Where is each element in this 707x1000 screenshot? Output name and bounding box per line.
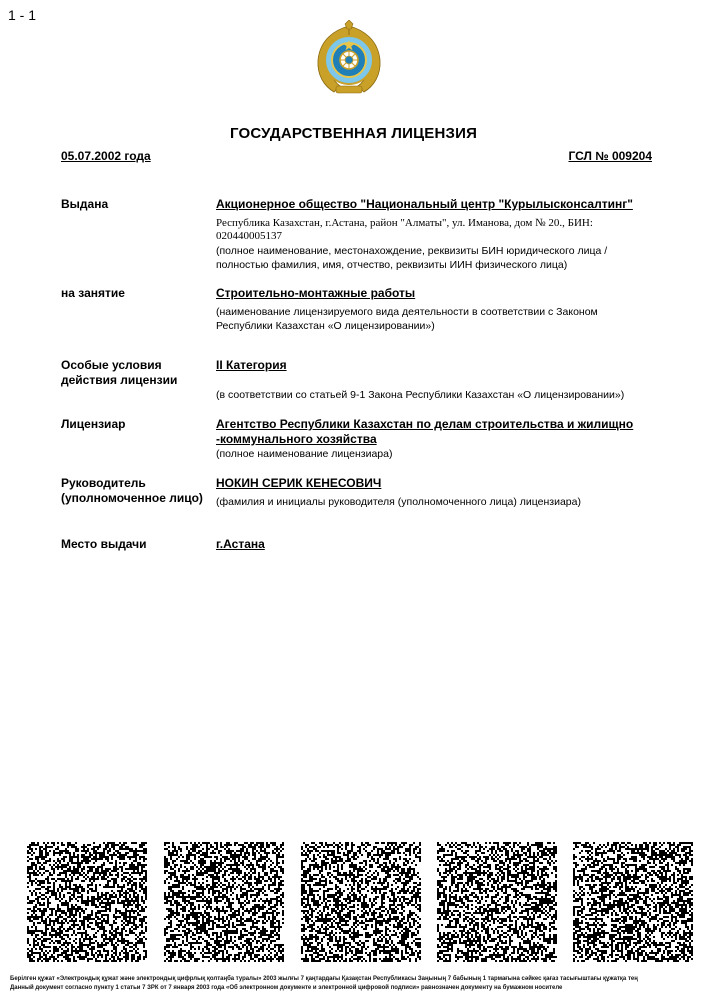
special-conditions-value: II Категория <box>216 358 287 372</box>
head-label-line1: Руководитель <box>61 476 146 490</box>
kazakhstan-state-emblem-icon <box>310 20 388 98</box>
licensor-label: Лицензиар <box>61 417 126 431</box>
document-title: ГОСУДАРСТВЕННАЯ ЛИЦЕНЗИЯ <box>229 125 478 142</box>
footer-note-line2: Данный документ согласно пункту 1 статьи 7 ЗРК от 7 января 2003 года «Об электронном документе и электронной цифровой подписи» равнозначен документу на бумажном носителе <box>10 985 563 991</box>
qr-code-icon <box>164 842 284 962</box>
head-note: (фамилия и инициалы руководителя (уполномоченного лица) лицензиара) <box>216 496 581 508</box>
head-label <box>61 476 211 506</box>
qr-code-icon <box>573 842 693 962</box>
qr-code-icon <box>301 842 421 962</box>
licensor-value <box>216 417 656 447</box>
activity-note-line2: Республики Казахстан «О лицензировании») <box>216 320 435 332</box>
activity-note <box>216 305 656 333</box>
qr-code-icon <box>27 842 147 962</box>
special-conditions-label-line2: действия лицензии <box>61 373 178 387</box>
issued-to-value: Акционерное общество "Национальный центр "Курылысконсалтинг" <box>216 197 633 211</box>
activity-label: на занятие <box>61 286 125 300</box>
special-conditions-label <box>61 358 211 388</box>
head-label-line2: (уполномоченное лицо) <box>61 491 203 505</box>
issued-to-address-line1: Республика Казахстан, г.Астана, район "Алматы", ул. Иманова, дом № 20., БИН: <box>216 217 593 229</box>
issued-to-address <box>216 217 636 243</box>
place-value: г.Астана <box>216 537 265 551</box>
license-number: ГСЛ № 009204 <box>568 149 652 163</box>
footer-note-line1: Берілген құжат «Электрондық құжат және электрондық цифрлық қолтаңба туралы» 2003 жылғы 7 қаңтардағы Қазақстан Республикасы Заңының 7 бабының 1 тармағына сәйкес қағаз тасығыштағы құжатқа тең <box>10 976 638 982</box>
activity-value: Строительно-монтажные работы <box>216 286 416 300</box>
licensor-value-line2: -коммунального хозяйства <box>216 432 377 446</box>
issued-to-address-line2: 020440005137 <box>216 230 282 242</box>
qr-code-strip <box>0 842 707 962</box>
licensor-note: (полное наименование лицензиара) <box>216 448 393 460</box>
qr-code-icon <box>437 842 557 962</box>
special-conditions-label-line1: Особые условия <box>61 358 162 372</box>
head-value: НОКИН СЕРИК КЕНЕСОВИЧ <box>216 476 382 490</box>
activity-note-line1: (наименование лицензируемого вида деятельности в соответствии с Законом <box>216 306 598 318</box>
special-conditions-note: (в соответствии со статьей 9-1 Закона Республики Казахстан «О лицензировании») <box>216 389 625 401</box>
licensor-value-line1: Агентство Республики Казахстан по делам строительства и жилищно <box>216 417 634 431</box>
issued-to-note-line2: полностью фамилия, имя, отчество, реквизиты ИИН физического лица) <box>216 259 568 271</box>
issue-date: 05.07.2002 года <box>61 149 151 163</box>
issued-to-note-line1: (полное наименование, местонахождение, реквизиты БИН юридического лица / <box>216 245 608 257</box>
issued-to-note <box>216 244 656 272</box>
place-label: Место выдачи <box>61 537 147 551</box>
issued-to-label: Выдана <box>61 197 109 211</box>
page-counter: 1 - 1 <box>8 7 37 23</box>
